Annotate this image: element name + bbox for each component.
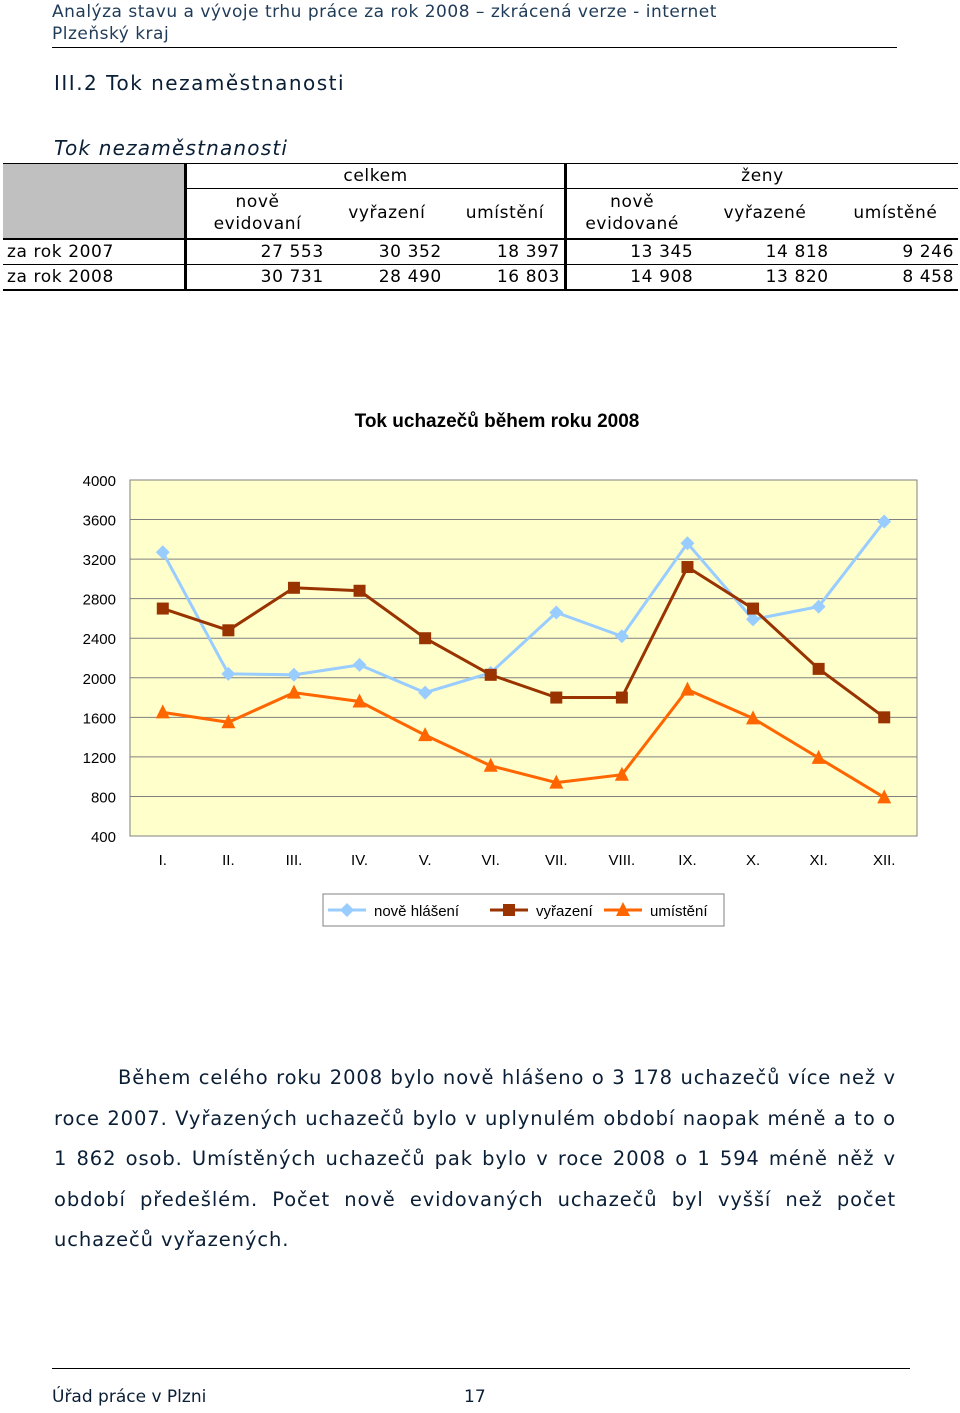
row-label: za rok 2007	[3, 239, 186, 265]
x-tick-label: X.	[745, 852, 761, 869]
data-point	[288, 582, 300, 594]
y-tick-label: 1200	[82, 749, 116, 767]
col-header-nove-evidovane: nově evidované	[585, 192, 679, 235]
page-number: 17	[464, 1387, 486, 1407]
legend-marker	[503, 904, 515, 916]
y-tick-label: 2800	[82, 591, 116, 609]
x-axis-ticks	[159, 852, 896, 869]
table-row	[3, 239, 958, 265]
data-point	[681, 561, 693, 573]
plot-area	[130, 480, 917, 836]
row-label: za rok 2008	[3, 264, 186, 290]
x-tick-label: IV.	[351, 852, 369, 869]
report-header-title: Analýza stavu a vývoje trhu práce za rok 2008 – zkrácená verze - internet	[52, 2, 717, 22]
col-header-nove-evidovani: nově evidovaní	[186, 189, 328, 239]
table-cell: 14 818	[697, 239, 832, 265]
table-cell: 27 553	[186, 239, 328, 265]
y-tick-label: 3200	[82, 552, 116, 570]
table-corner	[3, 164, 186, 239]
data-point	[419, 632, 431, 644]
col-header-umisteni: umístění	[446, 189, 566, 239]
data-point	[878, 711, 890, 723]
table-cell: 13 345	[565, 239, 697, 265]
data-point	[485, 669, 497, 681]
footer-office: Úřad práce v Plzni	[52, 1387, 207, 1407]
table-cell: 9 246	[833, 239, 958, 265]
chart-title: Tok uchazečů během roku 2008	[354, 411, 640, 432]
data-point	[747, 603, 759, 615]
legend-label: vyřazení	[536, 903, 593, 920]
y-tick-label: 800	[90, 789, 116, 807]
header-rule	[52, 47, 897, 48]
data-point	[222, 624, 234, 636]
table-cell: 8 458	[833, 264, 958, 290]
data-point	[354, 585, 366, 597]
table-title: Tok nezaměstnanosti	[54, 136, 289, 160]
flow-table	[3, 163, 958, 291]
col-header-umistene: umístěné	[853, 203, 938, 224]
group-header-zeny: ženy	[565, 164, 958, 189]
legend-label: umístění	[650, 903, 708, 920]
x-tick-label: XII.	[872, 852, 896, 869]
legend-label: nově hlášení	[374, 903, 460, 920]
x-tick-label: IX.	[678, 852, 697, 869]
footer-rule	[52, 1368, 910, 1369]
x-tick-label: XI.	[809, 852, 828, 869]
y-tick-label: 400	[90, 829, 116, 846]
group-header-celkem: celkem	[186, 164, 566, 189]
y-tick-label: 2400	[82, 631, 116, 649]
y-tick-label: 3600	[82, 512, 116, 530]
x-tick-label: III.	[285, 852, 303, 869]
y-tick-label: 1600	[82, 710, 116, 728]
x-tick-label: I.	[158, 852, 167, 869]
data-point	[550, 692, 562, 704]
data-point	[616, 692, 628, 704]
col-header-vyrazene: vyřazené	[723, 203, 807, 224]
flow-chart	[0, 390, 960, 940]
summary-text: Během celého roku 2008 bylo nově hlášeno o 3 178 uchazečů více než v roce 2007. Vyřazených uchazečů bylo v uplynulém období naopak méně a to o 1 862 osob. Umístěných uchazečů pak bylo v roce 2008 o 1 594 méně něž v období předešlém. Počet nově evidovaných uchazečů byl vyšší než počet uchazečů vyřazených.	[54, 1066, 896, 1251]
x-tick-label: VII.	[545, 852, 568, 869]
y-axis-ticks	[83, 473, 116, 846]
table-cell: 14 908	[565, 264, 697, 290]
table-cell: 30 731	[186, 264, 328, 290]
x-tick-label: V.	[418, 852, 432, 869]
data-point	[813, 663, 825, 675]
table-cell: 28 490	[328, 264, 446, 290]
table-cell: 16 803	[446, 264, 566, 290]
table-cell: 18 397	[446, 239, 566, 265]
section-title: III.2 Tok nezaměstnanosti	[54, 71, 346, 95]
y-tick-label: 4000	[82, 473, 116, 490]
x-tick-label: VI.	[481, 852, 500, 869]
table-row	[3, 264, 958, 290]
report-header-region: Plzeňský kraj	[52, 24, 170, 44]
col-header-vyrazeni: vyřazení	[348, 203, 426, 224]
table-cell: 13 820	[697, 264, 832, 290]
summary-paragraph	[54, 1058, 896, 1261]
x-tick-label: VIII.	[608, 852, 636, 869]
y-tick-label: 2000	[82, 670, 116, 688]
data-point	[157, 603, 169, 615]
table-cell: 30 352	[328, 239, 446, 265]
x-tick-label: II.	[222, 852, 235, 869]
